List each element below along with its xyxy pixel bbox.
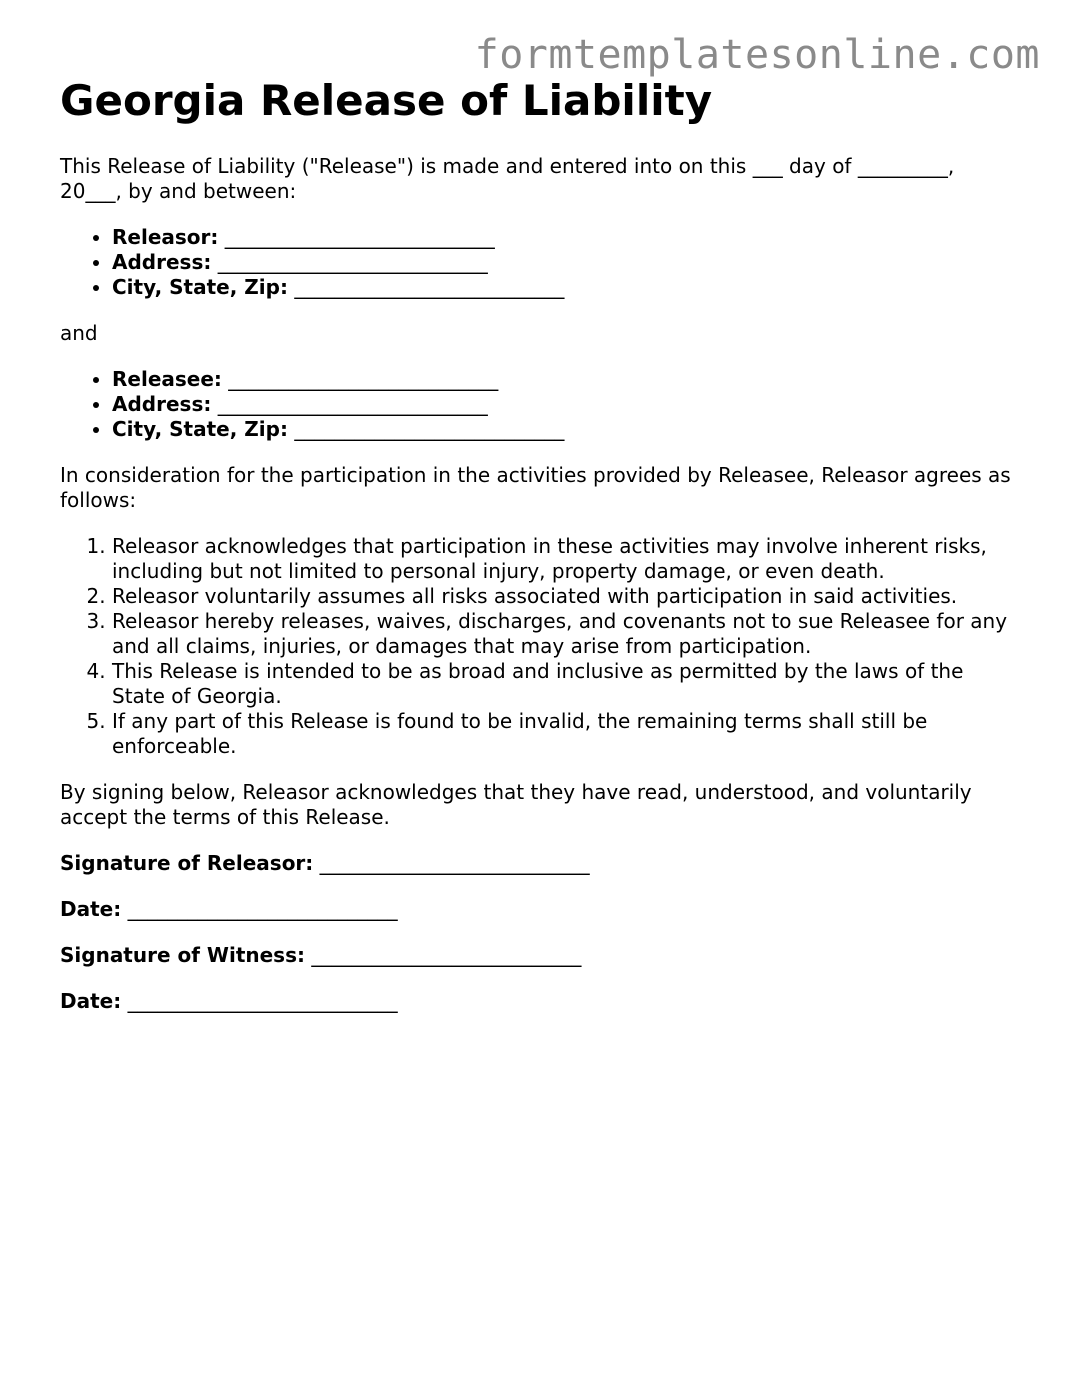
- releasee-city-field: [112, 417, 1020, 442]
- field-label: Releasor:: [112, 225, 219, 249]
- date-label: Date:: [60, 897, 122, 921]
- releasor-name-field: [112, 225, 1020, 250]
- releasor-signature-line: [60, 851, 1020, 876]
- signature-label: Signature of Releasor:: [60, 851, 314, 875]
- field-label: Address:: [112, 250, 212, 274]
- term-item: 4. This Release is intended to be as broad and inclusive as permitted by the laws of the State of Georgia.: [112, 659, 1020, 709]
- releasee-fields-list: [60, 367, 1020, 442]
- term-item: 3. Releasor hereby releases, waives, discharges, and covenants not to sue Releasee for any and all claims, injuries, or damages that may arise from participation.: [112, 609, 1020, 659]
- term-item: 2. Releasor voluntarily assumes all risks associated with participation in said activities.: [112, 584, 1020, 609]
- closing-paragraph: By signing below, Releasor acknowledges that they have read, understood, and voluntarily accept the terms of this Release.: [60, 780, 972, 829]
- blank-line: ___________________________: [217, 392, 488, 416]
- releasee-name-field: [112, 367, 1020, 392]
- blank-line: ___________________________: [228, 367, 499, 391]
- blank-line: ___________________________: [224, 225, 495, 249]
- signature-label: Signature of Witness:: [60, 943, 305, 967]
- releasor-city-field: [112, 275, 1020, 300]
- blank-line: ___________________________: [319, 851, 590, 875]
- field-label: City, State, Zip:: [112, 417, 288, 441]
- consideration-paragraph: In consideration for the participation in the activities provided by Releasee, Releasor agrees as follows:: [60, 463, 1011, 512]
- blank-line: ___________________________: [294, 417, 565, 441]
- blank-line: ___________________________: [127, 989, 398, 1013]
- term-item: 5. If any part of this Release is found to be invalid, the remaining terms shall still be enforceable.: [112, 709, 1020, 759]
- connector-text: and: [60, 321, 98, 345]
- releasee-address-field: [112, 392, 1020, 417]
- witness-date-line: [60, 989, 1020, 1014]
- blank-line: ___________________________: [294, 275, 565, 299]
- blank-line: ___________________________: [217, 250, 488, 274]
- blank-line: ___________________________: [311, 943, 582, 967]
- field-label: Releasee:: [112, 367, 222, 391]
- field-label: City, State, Zip:: [112, 275, 288, 299]
- page-title: Georgia Release of Liability: [60, 76, 713, 125]
- term-item: 1. Releasor acknowledges that participation in these activities may involve inherent risks, including but not limited to personal injury, property damage, or even death.: [112, 534, 1020, 584]
- blank-line: ___________________________: [127, 897, 398, 921]
- releasor-date-line: [60, 897, 1020, 922]
- releasor-fields-list: [60, 225, 1020, 300]
- releasor-address-field: [112, 250, 1020, 275]
- field-label: Address:: [112, 392, 212, 416]
- intro-paragraph: This Release of Liability ("Release") is made and entered into on this ___ day of _________, 20___, by and between:: [60, 154, 955, 203]
- watermark: formtemplatesonline.com: [474, 32, 1040, 78]
- document-body: [60, 154, 1020, 1035]
- terms-list: [60, 534, 1020, 759]
- witness-signature-line: [60, 943, 1020, 968]
- date-label: Date:: [60, 989, 122, 1013]
